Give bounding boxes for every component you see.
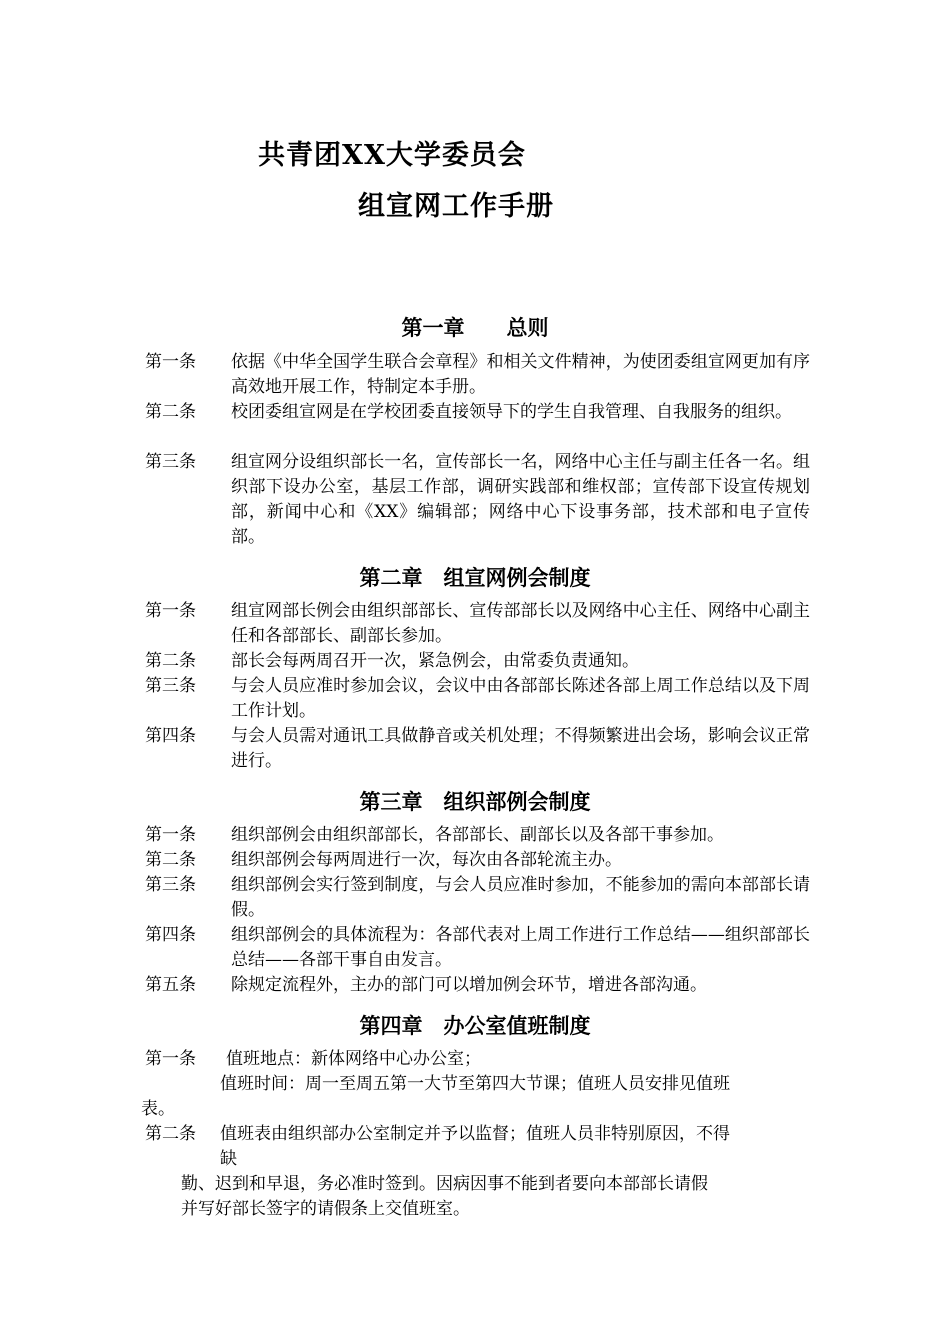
article-text: 值班表由组织部办公室制定并予以监督；值班人员非特别原因，不得 (220, 1124, 730, 1144)
article-text: 值班地点：新体网络中心办公室； (226, 1049, 481, 1069)
article-label: 第四条 (145, 925, 196, 945)
article-label: 第五条 (145, 975, 196, 995)
article-text: 勤、迟到和早退，务必准时签到。因病因事不能到者要向本部部长请假 (181, 1174, 708, 1194)
article-label: 第一条 (145, 1049, 196, 1069)
article-text: 部长会每两周召开一次，紧急例会，由常委负责通知。 (231, 651, 639, 671)
document-subtitle: 组宣网工作手册 (358, 191, 554, 222)
article-label: 第二条 (145, 1124, 196, 1144)
article-label: 第一条 (145, 825, 196, 845)
article-label: 第四条 (145, 726, 196, 746)
article-label: 第二条 (145, 850, 196, 870)
article (145, 973, 810, 998)
article-text: 组宣网分设组织部长一名，宣传部长一名，网络中心主任与副主任各一名。组织部下设办公室，基层工作部，调研实践部和维权部；宣传部下设宣传规划部，新闻中心和《XX》编辑部；网络中心下设事务部，技术部和电子宣传部。 (231, 452, 810, 547)
article-label: 第二条 (145, 402, 196, 422)
chapter-heading: 第一章 总则 (401, 315, 549, 340)
article-text: 与会人员应准时参加会议，会议中由各部部长陈述各部上周工作总结以及下周工作计划。 (231, 676, 810, 721)
article-label: 第三条 (145, 676, 196, 696)
chapter-heading: 第三章 组织部例会制度 (359, 789, 591, 814)
article-text: 校团委组宣网是在学校团委直接领导下的学生自我管理、自我服务的组织。 (231, 402, 792, 422)
article-text: 缺 (220, 1149, 237, 1169)
chapter-heading: 第四章 办公室值班制度 (359, 1013, 591, 1038)
chapter-heading: 第二章 组宣网例会制度 (359, 565, 591, 590)
article (145, 350, 810, 400)
document-title: 共青团XX大学委员会 (258, 140, 526, 171)
article-label: 第二条 (145, 651, 196, 671)
article (145, 599, 810, 649)
article-text: 依据《中华全国学生联合会章程》和相关文件精神，为使团委组宣网更加有序高效地开展工作，特制定本手册。 (231, 352, 810, 397)
article-text: 并写好部长签字的请假条上交值班室。 (181, 1199, 470, 1219)
article-label: 第一条 (145, 352, 196, 372)
article-text: 除规定流程外，主办的部门可以增加例会环节，增进各部沟通。 (231, 975, 707, 995)
article-label: 第一条 (145, 601, 196, 621)
article (145, 823, 810, 848)
article-text: 表。 (141, 1099, 175, 1119)
article-text: 组宣网部长例会由组织部部长、宣传部部长以及网络中心主任、网络中心副主任和各部部长、副部长参加。 (231, 601, 810, 646)
article (145, 848, 810, 873)
article (145, 674, 810, 724)
article (145, 923, 810, 973)
article-text: 组织部例会的具体流程为：各部代表对上周工作进行工作总结——组织部部长总结——各部干事自由发言。 (231, 925, 810, 970)
article (145, 450, 810, 550)
article-text: 组织部例会每两周进行一次，每次由各部轮流主办。 (231, 850, 622, 870)
article-text: 组织部例会实行签到制度，与会人员应准时参加，不能参加的需向本部部长请假。 (231, 875, 810, 920)
article (145, 724, 810, 774)
article-label: 第三条 (145, 452, 196, 472)
article-text: 值班时间：周一至周五第一大节至第四大节课；值班人员安排见值班 (220, 1074, 730, 1094)
article-label: 第三条 (145, 875, 196, 895)
article (145, 649, 810, 674)
article-text: 与会人员需对通讯工具做静音或关机处理；不得频繁进出会场，影响会议正常进行。 (231, 726, 810, 771)
article (145, 873, 810, 923)
article-text: 组织部例会由组织部部长，各部部长、副部长以及各部干事参加。 (231, 825, 724, 845)
article (145, 400, 810, 425)
